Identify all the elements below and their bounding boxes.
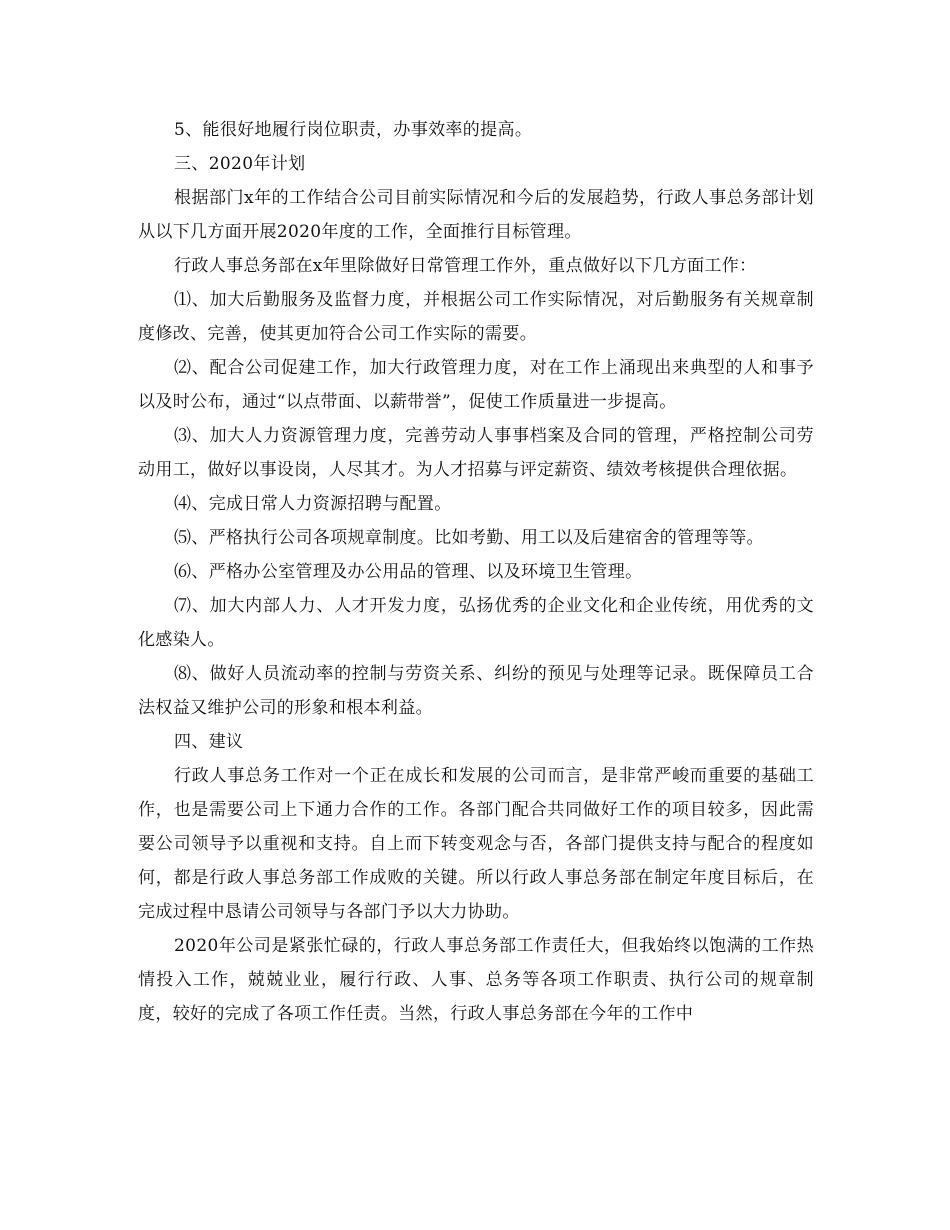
paragraph-plan-intro: 根据部门x年的工作结合公司目前实际情况和今后的发展趋势，行政人事总务部计划从以下几方面开展2020年度的工作，全面推行目标管理。 <box>138 188 814 242</box>
list-item-2: ⑵、配合公司促建工作，加大行政管理力度，对在工作上涌现出来典型的人和事予以及时公布，通过“以点带面、以薪带誉”，促使工作质量进一步提高。 <box>138 358 814 412</box>
list-item-3: ⑶、加大人力资源管理力度，完善劳动人事事档案及合同的管理，严格控制公司劳动用工，做好以事设岗，人尽其才。为人才招募与评定薪资、绩效考核提供合理依据。 <box>138 426 814 480</box>
list-item-8: ⑻、做好人员流动率的控制与劳资关系、纠纷的预见与处理等记录。既保障员工合法权益又维护公司的形象和根本利益。 <box>138 664 814 718</box>
section-heading-suggestions: 四、建议 <box>174 732 244 752</box>
list-item-6: ⑹、严格办公室管理及办公用品的管理、以及环境卫生管理。 <box>174 562 643 582</box>
list-item-5: ⑸、严格执行公司各项规章制度。比如考勤、用工以及后建宿舍的管理等等。 <box>174 528 764 548</box>
list-item-1: ⑴、加大后勤服务及监督力度，并根据公司工作实际情况，对后勤服务有关规章制度修改、完善，使其更加符合公司工作实际的需要。 <box>138 290 814 344</box>
paragraph-suggestions: 行政人事总务工作对一个正在成长和发展的公司而言，是非常严峻而重要的基础工作，也是需要公司上下通力合作的工作。各部门配合共同做好工作的项目较多，因此需要公司领导予以重视和支持。自上而下转变观念与否，各部门提供支持与配合的程度如何，都是行政人事总务部工作成败的关键。所以行政人事总务部在制定年度目标后，在完成过程中恳请公司领导与各部门予以大力协助。 <box>138 766 814 922</box>
list-item-4: ⑷、完成日常人力资源招聘与配置。 <box>174 494 452 514</box>
document-body <box>138 113 814 1031</box>
paragraph-item-5: 5、能很好地履行岗位职责，办事效率的提高。 <box>174 120 533 140</box>
paragraph-summary-2020: 2020年公司是紧张忙碌的，行政人事总务部工作责任大，但我始终以饱满的工作热情投入工作，兢兢业业，履行行政、人事、总务等各项工作职责、执行公司的规章制度，较好的完成了各项工作任责。当然，行政人事总务部在今年的工作中 <box>138 936 814 1024</box>
list-item-7: ⑺、加大内部人力、人才开发力度，弘扬优秀的企业文化和企业传统，用优秀的文化感染人。 <box>138 596 814 650</box>
paragraph-plan-focus: 行政人事总务部在x年里除做好日常管理工作外，重点做好以下几方面工作： <box>174 256 757 276</box>
section-heading-2020-plan: 三、2020年计划 <box>174 154 306 174</box>
